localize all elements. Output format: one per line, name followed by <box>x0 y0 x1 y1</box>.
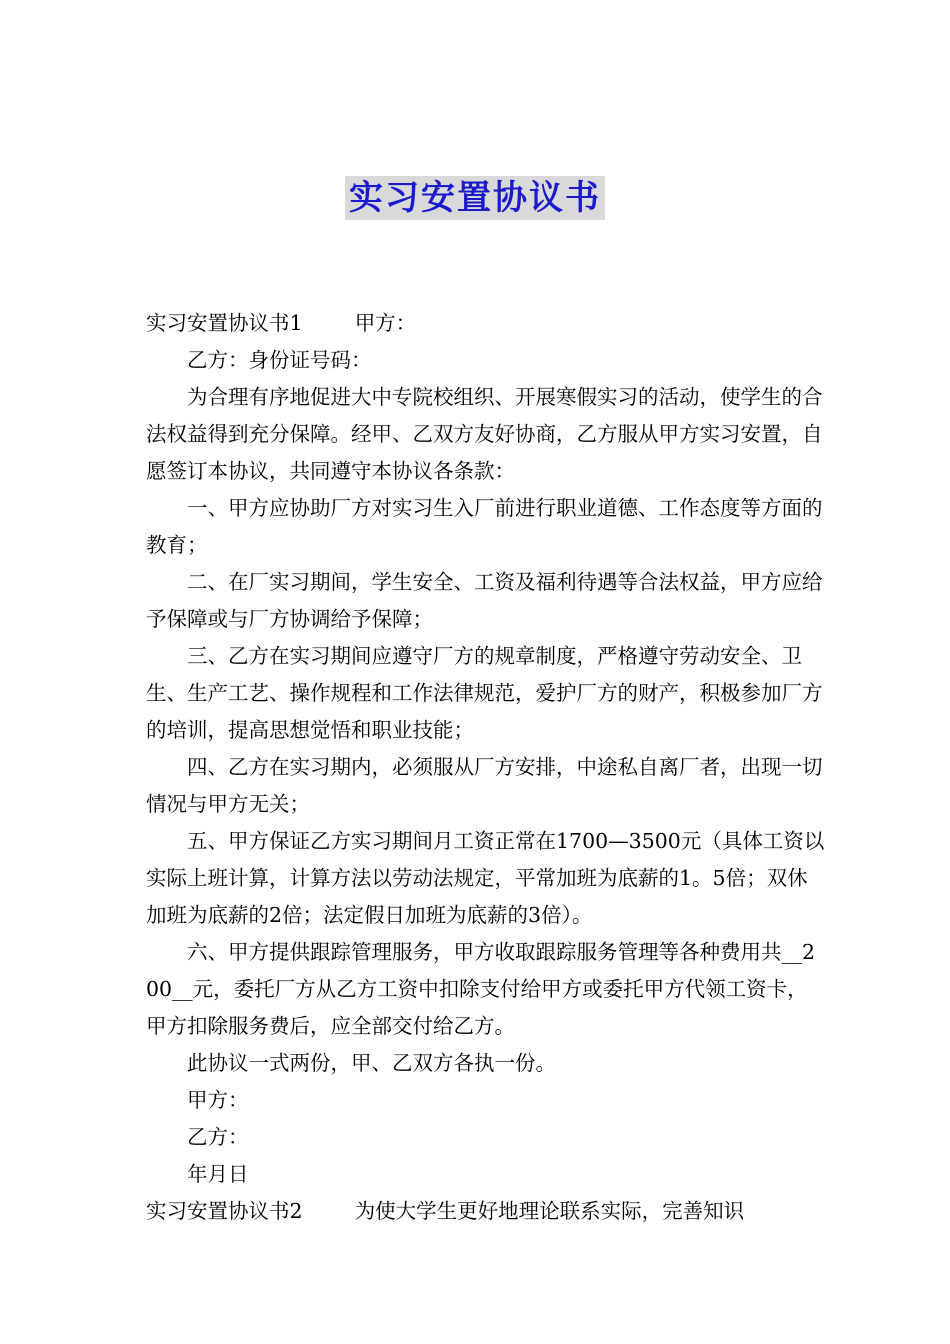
clause-6-before: 六、甲方提供跟踪管理服务，甲方收取跟踪服务管理等各种费用共 <box>187 940 782 964</box>
intro-paragraph: 为合理有序地促进大中专院校组织、开展寒假实习的活动，使学生的合法权益得到充分保障。经甲、乙双方友好协商，乙方服从甲方实习安置，自愿签订本协议，共同遵守本协议各条款： <box>146 385 823 483</box>
clause-6-after: 元，委托厂方从乙方工资中扣除支付给甲方或委托甲方代领工资卡，甲方扣除服务费后，应全部交付给乙方。 <box>146 977 808 1038</box>
document-title: 实习安置协议书 <box>345 176 605 220</box>
signature-party-b: 乙方： <box>187 1125 249 1149</box>
fee-amount: __200__ <box>146 940 816 1001</box>
clause-3: 三、乙方在实习期间应遵守厂方的规章制度，严格遵守劳动安全、卫生、生产工艺、操作规程和工作法律规范，爱护厂方的财产，积极参加厂方的培训，提高思想觉悟和职业技能； <box>146 644 823 742</box>
clause-2: 二、在厂实习期间，学生安全、工资及福利待遇等合法权益，甲方应给予保障或与厂方协调给予保障； <box>146 570 823 631</box>
party-b-line: 乙方：身份证号码： <box>187 348 372 372</box>
title-container <box>0 176 950 220</box>
section2-heading: 实习安置协议书2 <box>146 1199 303 1223</box>
party-a-label: 甲方： <box>354 311 417 335</box>
signature-party-a: 甲方： <box>187 1088 249 1112</box>
clause-4: 四、乙方在实习期内，必须服从厂方安排，中途私自离厂者，出现一切情况与甲方无关； <box>146 755 823 816</box>
section2-heading-line <box>146 1193 826 1230</box>
clause-6 <box>146 934 826 1045</box>
section2-first-text: 为使大学生更好地理论联系实际，完善知识 <box>354 1199 745 1223</box>
clause-5: 五、甲方保证乙方实习期间月工资正常在1700—3500元（具体工资以实际上班计算，计算方法以劳动法规定，平常加班为底薪的1。5倍；双休加班为底薪的2倍；法定假日加班为底薪的3倍）。 <box>146 829 825 927</box>
document-body <box>146 305 826 1230</box>
section1-heading-line <box>146 305 826 342</box>
signature-date: 年月日 <box>187 1162 249 1186</box>
clause-1: 一、甲方应协助厂方对实习生入厂前进行职业道德、工作态度等方面的教育； <box>146 496 823 557</box>
section1-heading: 实习安置协议书1 <box>146 311 303 335</box>
copies-statement: 此协议一式两份，甲、乙双方各执一份。 <box>187 1051 556 1075</box>
